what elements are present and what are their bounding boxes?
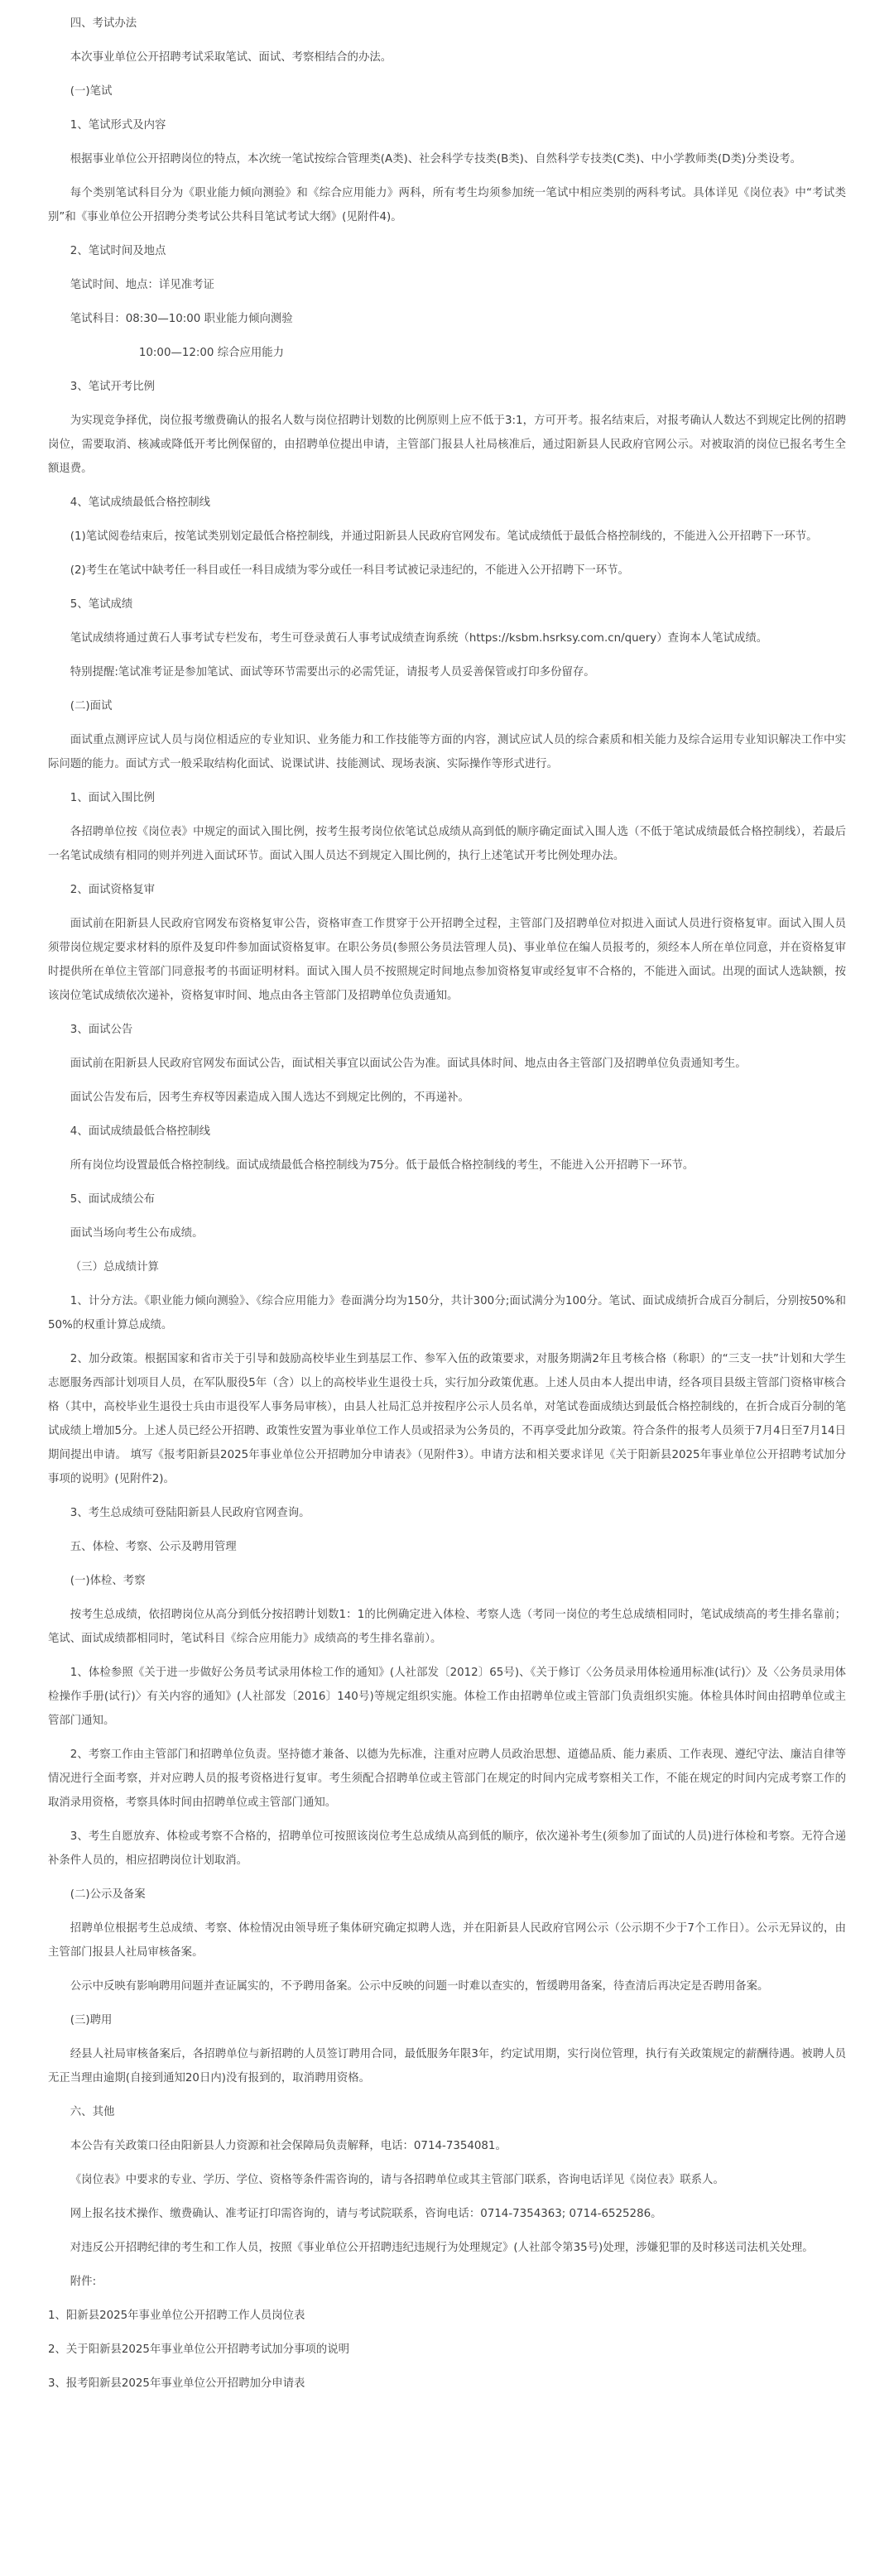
paragraph: 根据事业单位公开招聘岗位的特点，本次统一笔试按综合管理类(A类)、社会科学专技类(B类)、自然科学专技类(C类)、中小学教师类(D类)分类设考。 xyxy=(70,153,802,165)
sub-heading: 1、面试入围比例 xyxy=(70,792,156,804)
paragraph: 《岗位表》中要求的专业、学历、学位、资格等条件需咨询的，请与各招聘单位或其主管部门联系，咨询电话详见《岗位表》联系人。 xyxy=(70,2174,724,2186)
heading-publicity: (二)公示及备案 xyxy=(70,1888,146,1901)
sub-heading: 5、笔试成绩 xyxy=(70,598,133,611)
paragraph: 本公告有关政策口径由阳新县人力资源和社会保障局负责解释，电话：0714-7354081。 xyxy=(70,2140,507,2152)
paragraph: 笔试成绩将通过黄石人事考试专栏发布，考生可登录黄石人事考试成绩查询系统（https://ksbm.hsrksy.com.cn/query）查询本人笔试成绩。 xyxy=(70,632,768,645)
sub-heading: 1、笔试形式及内容 xyxy=(70,119,166,132)
heading-six: 六、其他 xyxy=(70,2106,115,2118)
paragraph: 面试重点测评应试人员与岗位相适应的专业知识、业务能力和工作技能等方面的内容，测试应试人员的综合素质和相关能力及综合运用专业知识解决工作中实际问题的能力。面试方式一般采取结构化面试、说课试讲、技能测试、现场表演、实际操作等形式进行。 xyxy=(48,734,846,770)
paragraph: 面试公告发布后，因考生弃权等因素造成入围人选达不到规定比例的，不再递补。 xyxy=(70,1091,469,1104)
sub-heading: 5、面试成绩公布 xyxy=(70,1193,156,1206)
paragraph: 2、考察工作由主管部门和招聘单位负责。坚持德才兼备、以德为先标准，注重对应聘人员政治思想、道德品质、能力素质、工作表现、遵纪守法、廉洁自律等情况进行全面考察，并对应聘人员的报考资格进行复审。考生须配合招聘单位或主管部门在规定的时间内完成考察相关工作，不能在规定的时间内完成考察工作的取消录用资格，考察具体时间由招聘单位或主管部门通知。 xyxy=(48,1749,846,1809)
paragraph: 网上报名技术操作、缴费确认、准考证打印需咨询的，请与考试院联系，咨询电话：0714-7354363; 0714-6525286。 xyxy=(70,2208,662,2220)
paragraph: 2、加分政策。根据国家和省市关于引导和鼓励高校毕业生到基层工作、参军入伍的政策要求，对服务期满2年且考核合格（称职）的“三支一扶”计划和大学生志愿服务西部计划项目人员，在军队服役5年（含）以上的高校毕业生退役士兵，实行加分政策优惠。上述人员由本人提出申请，经各项目县级主管部门资格审核合格（其中，高校毕业生退役士兵由市退役军人事务局审核），由县人社局汇总并按程序公示人员名单，对笔试卷面成绩达到最低合格控制线的，在折合成百分制的笔试成绩上增加5分。上述人员已经公开招聘、政策性安置为事业单位工作人员或招录为公务员的，不再享受此加分政策。符合条件的报考人员须于7月4日至7月14日期间提出申请。 填写《报考阳新县2025年事业单位公开招聘加分申请表》（见附件3）。申请方法和相关要求详见《关于阳新县2025年事业单位公开招聘考试加分事项的说明》(见附件2)。 xyxy=(48,1353,846,1485)
heading-hiring: (三)聘用 xyxy=(70,2014,113,2027)
paragraph: 3、考生总成绩可登陆阳新县人民政府官网查询。 xyxy=(70,1507,310,1519)
paragraph: 招聘单位根据考生总成绩、考察、体检情况由领导班子集体研究确定拟聘人选，并在阳新县人民政府官网公示（公示期不少于7个工作日）。公示无异议的，由主管部门报县人社局审核备案。 xyxy=(48,1922,846,1959)
paragraph: 每个类别笔试科目分为《职业能力倾向测验》和《综合应用能力》两科，所有考生均须参加统一笔试中相应类别的两科考试。具体详见《岗位表》中“考试类别”和《事业单位公开招聘分类考试公共科目笔试考试大纲》(见附件4)。 xyxy=(48,187,846,223)
exam-schedule-line: 10:00—12:00 综合应用能力 xyxy=(138,347,285,359)
paragraph: 按考生总成绩，依招聘岗位从高分到低分按招聘计划数1：1的比例确定进入体检、考察人选（考同一岗位的考生总成绩相同时，笔试成绩高的考生排名靠前；笔试、面试成绩都相同时，笔试科目《综合应用能力》成绩高的考生排名靠前）。 xyxy=(48,1609,846,1645)
paragraph: 对违反公开招聘纪律的考生和工作人员，按照《事业单位公开招聘违纪违规行为处理规定》(人社部令第35号)处理，涉嫌犯罪的及时移送司法机关处理。 xyxy=(70,2242,814,2254)
attachment-link[interactable]: 2、关于阳新县2025年事业单位公开招聘考试加分事项的说明 xyxy=(48,2343,349,2356)
paragraph: 公示中反映有影响聘用问题并查证属实的，不予聘用备案。公示中反映的问题一时难以查实的，暂缓聘用备案，待查清后再决定是否聘用备案。 xyxy=(70,1980,769,1993)
heading-written-exam: (一)笔试 xyxy=(70,85,113,98)
attachments-title: 附件: xyxy=(70,2276,97,2288)
heading-four: 四、考试办法 xyxy=(70,17,137,30)
paragraph: 经县人社局审核备案后，各招聘单位与新招聘的人员签订聘用合同，最低服务年限3年，约定试用期，实行岗位管理，执行有关政策规定的薪酬待遇。被聘人员无正当理由逾期(自接到通知20日内)没有报到的，取消聘用资格。 xyxy=(48,2048,846,2084)
attachments-list xyxy=(48,2304,846,2396)
sub-heading: 3、面试公告 xyxy=(70,1024,133,1036)
attachment-link[interactable]: 1、阳新县2025年事业单位公开招聘工作人员岗位表 xyxy=(48,2310,305,2322)
sub-heading: 4、面试成绩最低合格控制线 xyxy=(70,1125,211,1138)
paragraph: 笔试时间、地点：详见准考证 xyxy=(70,279,214,291)
paragraph: 1、体检参照《关于进一步做好公务员考试录用体检工作的通知》(人社部发〔2012〕65号)、《关于修订〈公务员录用体检通用标准(试行)〉及〈公务员录用体检操作手册(试行)〉有关内容的通知》(人社部发〔2016〕140号)等规定组织实施。体检工作由招聘单位或主管部门负责组织实施。体检具体时间由招聘单位或主管部门通知。 xyxy=(48,1667,846,1727)
heading-interview: (二)面试 xyxy=(70,700,113,712)
paragraph: 特别提醒:笔试准考证是参加笔试、面试等环节需要出示的必需凭证，请报考人员妥善保管或打印多份留存。 xyxy=(70,666,595,679)
sub-heading: 2、面试资格复审 xyxy=(70,884,156,896)
exam-schedule-line: 笔试科目：08:30—10:00 职业能力倾向测验 xyxy=(70,313,293,325)
intro-paragraph: 本次事业单位公开招聘考试采取笔试、面试、考察相结合的办法。 xyxy=(70,51,392,64)
paragraph: 面试前在阳新县人民政府官网发布资格复审公告，资格审查工作贯穿于公开招聘全过程，主管部门及招聘单位对拟进入面试人员进行资格复审。面试入围人员须带岗位规定要求材料的原件及复印件参加面试资格复审。在职公务员(参照公务员法管理人员)、事业单位在编人员报考的，须经本人所在单位同意，并在资格复审时提供所在单位主管部门同意报考的书面证明材料。面试入围人员不按照规定时间地点参加资格复审或经复审不合格的，不能进入面试。出现的面试人选缺额，按该岗位笔试成绩依次递补，资格复审时间、地点由各主管部门及招聘单位负责通知。 xyxy=(48,918,846,1002)
paragraph: 面试前在阳新县人民政府官网发布面试公告，面试相关事宜以面试公告为准。面试具体时间、地点由各主管部门及招聘单位负责通知考生。 xyxy=(70,1058,747,1070)
paragraph: 1、计分方法。《职业能力倾向测验》、《综合应用能力》卷面满分均为150分，共计300分;面试满分为100分。笔试、面试成绩折合成百分制后，分别按50%和50%的权重计算总成绩。 xyxy=(48,1295,846,1331)
paragraph: (1)笔试阅卷结束后，按笔试类别划定最低合格控制线，并通过阳新县人民政府官网发布。笔试成绩低于最低合格控制线的，不能进入公开招聘下一环节。 xyxy=(70,530,818,543)
paragraph: 面试当场向考生公布成绩。 xyxy=(70,1227,204,1240)
heading-physical-exam: (一)体检、考察 xyxy=(70,1575,146,1587)
sub-heading: 3、笔试开考比例 xyxy=(70,381,156,393)
paragraph: 各招聘单位按《岗位表》中规定的面试入围比例，按考生报考岗位依笔试总成绩从高到低的顺序确定面试入围人选（不低于笔试成绩最低合格控制线），若最后一名笔试成绩有相同的则并列进入面试环节。面试入围人员达不到规定入围比例的，执行上述笔试开考比例处理办法。 xyxy=(48,826,846,862)
heading-total-score: （三）总成绩计算 xyxy=(70,1261,159,1274)
paragraph: 3、考生自愿放弃、体检或考察不合格的，招聘单位可按照该岗位考生总成绩从高到低的顺序，依次递补考生(须参加了面试的人员)进行体检和考察。无符合递补条件人员的，相应招聘岗位计划取消。 xyxy=(48,1830,846,1867)
paragraph: (2)考生在笔试中缺考任一科目或任一科目成绩为零分或任一科目考试被记录违纪的，不能进入公开招聘下一环节。 xyxy=(70,564,629,577)
paragraph: 为实现竞争择优，岗位报考缴费确认的报名人数与岗位招聘计划数的比例原则上应不低于3:1，方可开考。报名结束后，对报考确认人数达不到规定比例的招聘岗位，需要取消、核减或降低开考比例保留的，由招聘单位提出申请，主管部门报县人社局核准后，通过阳新县人民政府官网公示。对被取消的岗位已报名考生全额退费。 xyxy=(48,415,846,475)
paragraph: 所有岗位均设置最低合格控制线。面试成绩最低合格控制线为75分。低于最低合格控制线的考生，不能进入公开招聘下一环节。 xyxy=(70,1159,695,1172)
sub-heading: 4、笔试成绩最低合格控制线 xyxy=(70,496,211,509)
attachment-link[interactable]: 3、报考阳新县2025年事业单位公开招聘加分申请表 xyxy=(48,2377,305,2390)
sub-heading: 2、笔试时间及地点 xyxy=(70,245,166,257)
heading-five: 五、体检、考察、公示及聘用管理 xyxy=(70,1541,237,1553)
